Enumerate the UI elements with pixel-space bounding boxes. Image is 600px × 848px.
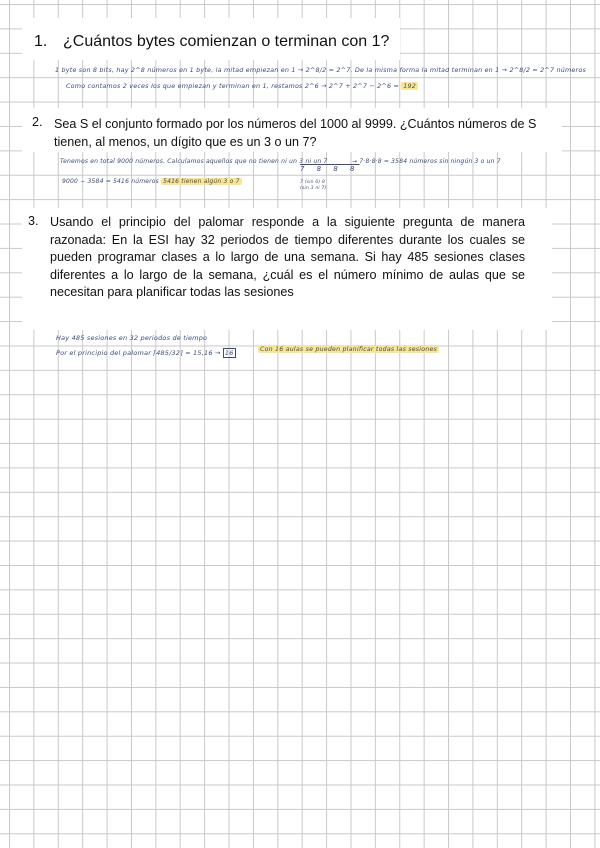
answer-1-result: 192: [403, 82, 417, 90]
answer-2-result: 5416 tienen algún 3 o 7: [163, 178, 240, 185]
answer-2-notes: 7 (sin 0) 8 (sin 3 ni 7): [300, 180, 327, 191]
question-2-card: [22, 108, 562, 152]
question-3-number: 3.: [28, 214, 39, 228]
answer-1-line-1: 1 byte son 8 bits, hay 2^8 números en 1 byte, la mitad empiezan en 1 → 2^8/2 = 2^7. De la misma forma la mitad terminan en 1 → 2^8/2 = 2^7 números: [55, 66, 587, 74]
answer-2-line-1b: → 7·8·8·8 = 3584 números sin ningún 3 o un 7: [352, 158, 501, 165]
answer-3-result-box: 16: [224, 349, 234, 357]
question-1-number: 1.: [34, 33, 48, 50]
question-2-number: 2.: [32, 115, 43, 129]
answer-2-line-1: Tenemos en total 9000 números. Calculamos aquellos que no tienen ni un 3 ni un 7: [60, 158, 328, 165]
answer-3-line-1: Hay 485 sesiones en 32 periodos de tiempo: [56, 334, 208, 342]
answer-1-line-2: [66, 82, 418, 90]
question-1-card: [22, 18, 400, 60]
question-1-text: ¿Cuántos bytes comienzan o terminan con 1?: [63, 33, 390, 50]
answer-3-line-2: [56, 349, 236, 357]
answer-3-working: Por el principio del palomar ⌈485/32⌉ = 15,16 →: [56, 349, 221, 357]
question-3-card: [22, 208, 552, 330]
answer-2-digits: 7 8 8 8: [300, 165, 360, 173]
answer-2-line-2: [62, 178, 242, 185]
question-3-text: Usando el principio del palomar responde a la siguiente pregunta de manera razonada: En la ESI hay 32 periodos de tiempo diferentes durante los cuales se pueden programar clases a lo largo de una semana. Si hay 485 sesiones clases diferentes a lo largo de la semana, ¿cuál es el número mínimo de aulas que se necesitan para planificar todas las sesiones: [50, 215, 525, 300]
answer-2-subtraction: 9000 − 3584 = 5416 números: [62, 178, 160, 185]
answer-1-working: Como contamos 2 veces los que empiezan y terminan en 1, restamos 2^6 → 2^7 + 2^7 − 2^6 =: [66, 82, 399, 90]
answer-3-conclusion: Con 16 aulas se pueden planificar todas las sesiones: [260, 346, 438, 353]
question-2-text: Sea S el conjunto formado por los números del 1000 al 9999. ¿Cuántos números de S tienen, al menos, un dígito que es un 3 o un 7?: [54, 117, 537, 149]
